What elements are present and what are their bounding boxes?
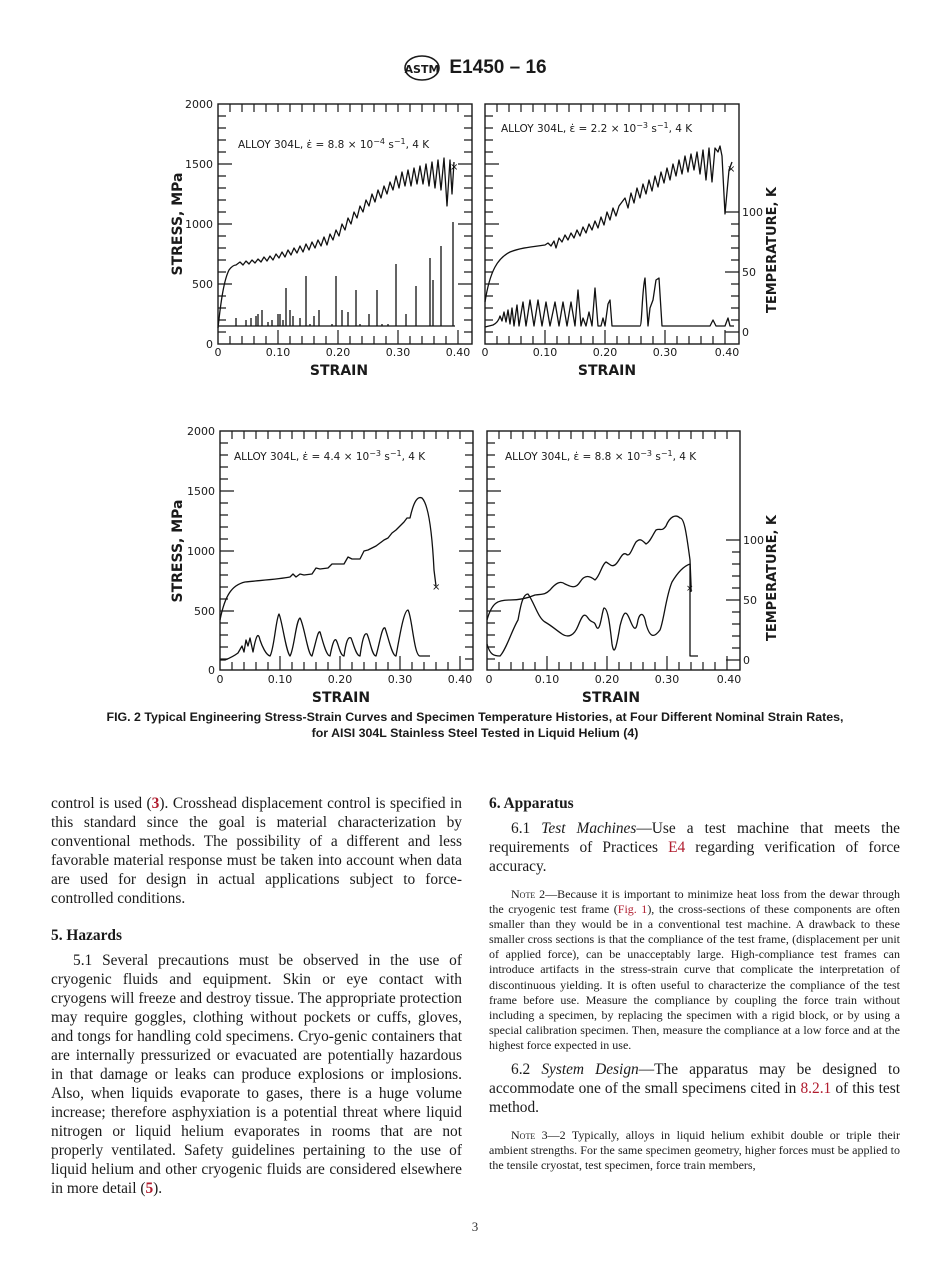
svg-text:ASTM: ASTM [404, 63, 440, 76]
svg-text:500: 500 [194, 605, 215, 618]
svg-text:1500: 1500 [187, 485, 215, 498]
paragraph-6-1 [489, 819, 900, 876]
svg-text:×: × [686, 584, 694, 594]
svg-text:0.20: 0.20 [327, 673, 353, 686]
left-column [51, 794, 462, 1198]
paragraph-continued [51, 794, 462, 908]
svg-text:STRAIN: STRAIN [577, 363, 637, 379]
figure-2 [0, 90, 950, 710]
svg-text:1000: 1000 [187, 545, 215, 558]
svg-text:0.40: 0.40 [714, 346, 740, 359]
note-3 [489, 1128, 900, 1173]
text-run: 5.1 Several precautions must be observed in the use of cryogenic fluids and equipment. Skin or eye contact with cryogens will freeze and destroy tissue. The appropriate protection may require goggles, clothing without pockets or cuffs, gloves, and tongs for handling cold specimens. Cryo-genic containers that are internally pressurized or evacuated are potentially hazardous in that damage or leaks can produce explosions or implosions. Also, when liquids evaporate to gases, there is a huge volume increase; therefore asphyxiation is a potential threat where liquid nitrogen or liquid helium evaporates in rooms that are not properly ventilated. Safety guidelines pertaining to the use of liquid helium and other cryogenic fluids are considered elsewhere in more detail ( [51, 952, 462, 1197]
text-run: 6.2 [511, 1061, 542, 1079]
text-run: ), the cross-sections of these components are often smaller than they would be in a conventional test machine. A drawback to these smaller cross sections is that the compliance of the test frame, (displacement per unit of applied force), can be unacceptably large. High-compliance test frames can introduce artifacts in the stress-strain curve that complicate the interpretation of discontinuous yielding. It is often useful to characterize the compliance of the test frame before use. Measure the compliance by coupling the force train without including a specimen, by replacing the specimen with a rigid block, or by using a special calibration specimen. Then, measure the compliance at a low force and at the highest force expected in use. [489, 902, 900, 1052]
svg-text:STRESS, MPa: STRESS, MPa [170, 499, 186, 603]
caption-line-1: FIG. 2 Typical Engineering Stress-Strain Curves and Specimen Temperature Histories, at Four Different Nominal Strain Rates, [106, 710, 844, 724]
right-column [489, 794, 900, 1173]
svg-text:500: 500 [192, 278, 213, 291]
subsection-title: Test Machines [541, 820, 637, 837]
reference-link-5[interactable]: 5 [145, 1180, 154, 1197]
astm-logo-icon [403, 54, 441, 82]
figure-caption [60, 709, 890, 741]
svg-text:TEMPERATURE, K: TEMPERATURE, K [765, 186, 780, 314]
stress-strain-charts [0, 90, 950, 710]
svg-text:0.30: 0.30 [652, 346, 678, 359]
note-label: Note [511, 1128, 536, 1143]
svg-text:STRAIN: STRAIN [581, 690, 641, 706]
svg-text:0: 0 [206, 338, 213, 351]
svg-text:0.20: 0.20 [594, 673, 620, 686]
svg-text:0.10: 0.10 [267, 673, 293, 686]
svg-text:STRAIN: STRAIN [309, 363, 369, 379]
svg-text:TEMPERATURE, K: TEMPERATURE, K [765, 514, 780, 642]
svg-text:0.10: 0.10 [532, 346, 558, 359]
svg-text:0: 0 [481, 346, 489, 359]
svg-text:ALLOY 304L, ε̇ = 8.8 × 10−3 s−: ALLOY 304L, ε̇ = $8.8 \times 10^{-3}$ $s^{-1}$, 4 K [505, 449, 697, 463]
svg-text:0: 0 [743, 654, 750, 667]
svg-text:×: × [450, 162, 459, 173]
subsection-title: System Design [541, 1061, 639, 1079]
section-5-heading: 5. Hazards [51, 927, 122, 944]
svg-text:0.40: 0.40 [445, 346, 471, 359]
text-run: —The apparatus may be designed to accommodate one of the small specimens cited in [489, 1061, 901, 1098]
caption-line-2: for AISI 304L Stainless Steel Tested in Liquid Helium (4) [311, 726, 639, 740]
svg-text:0.10: 0.10 [265, 346, 291, 359]
reference-link-fig1[interactable]: Fig. 1 [617, 902, 648, 917]
text-run: regarding verification of force accuracy. [489, 839, 900, 875]
svg-text:0.40: 0.40 [447, 673, 473, 686]
reference-link-e4[interactable]: E4 [668, 839, 686, 856]
svg-text:×: × [432, 582, 441, 593]
svg-text:STRAIN: STRAIN [311, 690, 371, 706]
svg-text:0.20: 0.20 [325, 346, 351, 359]
page-header [0, 54, 950, 82]
svg-text:0.40: 0.40 [716, 673, 742, 686]
page-number: 3 [471, 1219, 479, 1234]
svg-text:0.10: 0.10 [534, 673, 560, 686]
svg-text:0: 0 [216, 673, 224, 686]
svg-text:0: 0 [214, 346, 222, 359]
standard-designation: E1450 – 16 [449, 57, 547, 78]
panel-3-frame [220, 431, 473, 670]
note-2 [489, 887, 900, 1053]
svg-text:0: 0 [485, 673, 493, 686]
svg-text:2000: 2000 [185, 98, 213, 111]
svg-text:ALLOY 304L, ε̇ = 8.8 × 10−4 s−: ALLOY 304L, ε̇ = $8.8 \times 10^{-4}$ $s^{-1}$, 4 K [238, 137, 430, 151]
svg-text:2000: 2000 [187, 425, 215, 438]
svg-text:1000: 1000 [185, 218, 213, 231]
text-run: ). Crosshead displacement control is specified in this standard since the goal is material characterization by conventional methods. The possibility of a different and less favorable material response must be taken into account when data are used for design in actual applications subject to force-controlled conditions. [51, 795, 462, 907]
svg-text:0.30: 0.30 [654, 673, 680, 686]
svg-text:0.30: 0.30 [387, 673, 413, 686]
paragraph-5-1 [51, 951, 462, 1198]
svg-text:0.30: 0.30 [385, 346, 411, 359]
svg-text:0: 0 [208, 664, 215, 677]
svg-text:0.20: 0.20 [592, 346, 618, 359]
svg-text:1500: 1500 [185, 158, 213, 171]
text-run: ). [153, 1180, 163, 1197]
reference-link-3[interactable]: 3 [151, 795, 160, 812]
paragraph-6-2 [489, 1060, 900, 1117]
svg-text:100: 100 [743, 534, 764, 547]
panel-4-frame [487, 431, 740, 670]
svg-text:50: 50 [743, 594, 757, 607]
text-run: —Use a test machine that meets the requirements of Practices [489, 820, 900, 856]
section-6-heading: 6. Apparatus [489, 795, 574, 812]
text-run: 6.1 [511, 820, 542, 837]
text-run: 2—Because it is important to minimize heat loss from the dewar through the cryogenic test frame ( [489, 887, 900, 917]
text-run: control is used ( [51, 795, 152, 812]
text-run: of this test method. [489, 1080, 900, 1117]
svg-text:ALLOY 304L, ε̇ = 2.2 × 10−3 s−: ALLOY 304L, ε̇ = $2.2 \times 10^{-3}$ $s^{-1}$, 4 K [501, 121, 693, 135]
note-label: Note [511, 887, 536, 901]
svg-text:100: 100 [742, 206, 763, 219]
svg-text:STRESS, MPa: STRESS, MPa [170, 172, 186, 276]
svg-text:ALLOY 304L, ε̇ = 4.4 × 10−3 s−: ALLOY 304L, ε̇ = $4.4 \times 10^{-3}$ $s^{-1}$, 4 K [234, 449, 426, 463]
svg-text:50: 50 [742, 266, 756, 279]
text-run: 3—2 Typically, alloys in liquid helium exhibit double or triple their ambient strengths. For the same specimen geometry, higher forces must be applied to the tensile cryostat, test specimen, force train members, [489, 1128, 900, 1173]
svg-text:×: × [727, 164, 736, 175]
reference-link-8-2-1[interactable]: 8.2.1 [800, 1080, 832, 1098]
svg-text:0: 0 [742, 326, 749, 339]
